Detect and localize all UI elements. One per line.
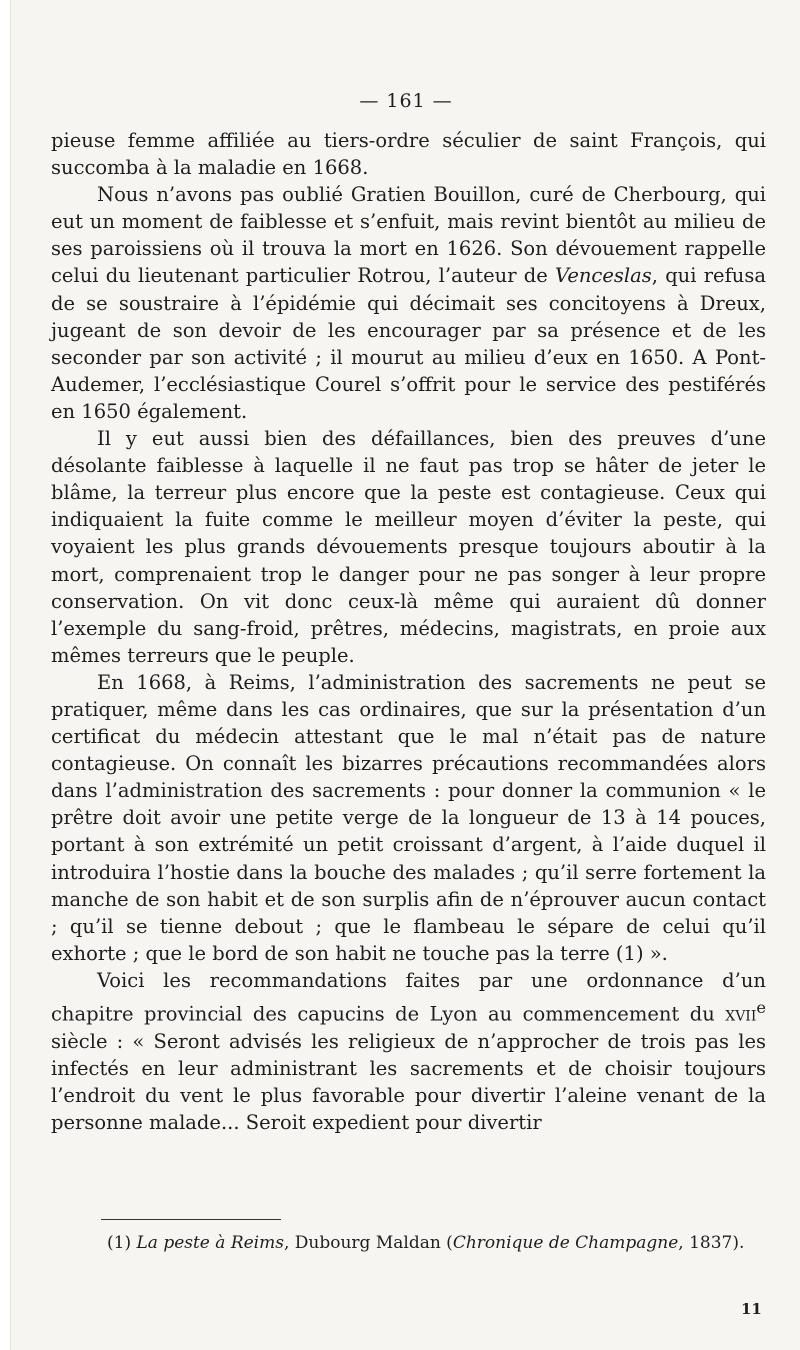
paragraph-reims-1668: En 1668, à Reims, l’administration des sacrements ne peut se pratiquer, même dans les cas ordinaires, que sur la présentation d’un certificat du médecin attestant que le mal n’était pas de nature contagieuse. On connaît les bizarres précautions recommandées alors dans l’administration des sacrements : pour donner la communion « le prêtre doit avoir une petite verge de la longueur de 13 à 14 pouces, portant à son extrémité un petit croissant d’argent, à l’aide duquel il introduira l’hostie dans la bouche des malades ; qu’il serre fortement la manche de son habit et de son surplis afin de n’éprouver aucun contact ; qu’il se tienne debout ; que le flambeau le sépare de celui qu’il exhorte ; que le bord de son habit ne touche pas la terre (1) ». [51,670,766,965]
paragraph-defaillances: Il y eut aussi bien des défaillances, bien des preuves d’une désolante faiblesse à laquelle il ne faut pas trop se hâter de jeter le blâme, la terreur plus encore que la peste est contagieuse. Ceux qui indiquaient la fuite comme le meilleur moyen d’éviter la peste, qui voyaient les plus grands dévouements presque toujours aboutir à la mort, comprenaient trop le danger pour ne pas songer à leur propre conservation. On vit donc ceux-là même qui auraient dû donner l’exemple du sang-froid, prêtres, médecins, magistrats, en proie aux mêmes terreurs que le peuple. [51,427,766,667]
book-page [10,0,800,1350]
century-superscript: e [756,998,766,1017]
footnote-author: , Dubourg Maldan ( [283,1233,453,1253]
paragraph-text: , qui refusa de se soustraire à l’épidémie qui décimait ses concitoyens à Dreux, jugeant de son devoir de les encourager par sa présence et de les seconder par son activité ; il mourut au milieu d’eux en 1650. A Pont-Audemer, l’ecclésiastique Courel s’offrit pour le service des pestiférés en 1650 également. [51,264,766,423]
italic-title-venceslas: Venceslas [555,264,652,288]
paragraph-capucins-lyon [51,967,766,1136]
paragraph-text: siècle : « Seront advisés les religieux de n’approcher de trois pas les infectés en leur administrant les sacrements et de choisir toujours l’endroit du vent le plus favorable pour divertir l’aleine venant de la personne malade... Seroit expedient pour divertir [51,1029,766,1134]
footnote-title: La peste à Reims [136,1233,284,1253]
footnote-divider [101,1219,281,1220]
paragraph-continuation: pieuse femme affiliée au tiers-ordre séculier de saint François, qui succomba à la maladie en 1668. [51,129,766,180]
footnote-marker: (1) [107,1233,137,1253]
paragraph-gratien-bouillon [51,181,766,425]
main-text [51,127,766,1136]
century-numeral: xvii [725,1002,757,1026]
footnote-year: , 1837). [678,1233,745,1253]
footnote [61,1232,766,1254]
paragraph-text: Voici les recommandations faites par une ordonnance d’un chapitre provincial des capucins de Lyon au commencement du [51,968,766,1026]
paragraph-text: Nous n’avons pas oublié Gratien Bouillon, curé de Cherbourg, qui eut un moment de faiblesse et s’enfuit, mais revint bientôt au milieu de ses paroissiens où il trouva la mort en 1626. Son dévouement rappelle celui du lieutenant particulier Rotrou, l’auteur de [51,183,766,288]
footnote-source: Chronique de Champagne [452,1233,679,1253]
signature-mark: 11 [741,1300,762,1318]
page-number: — 161 — [359,90,453,112]
